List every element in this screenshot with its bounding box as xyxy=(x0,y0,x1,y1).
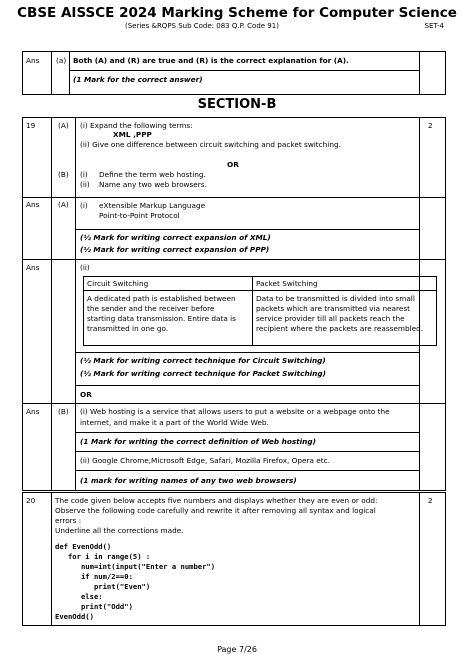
code-line: else: xyxy=(55,592,103,601)
q20-text: The code given below accepts five numbers and displays whether they are even or odd: xyxy=(55,496,378,505)
q20-text: Underline all the corrections made. xyxy=(55,526,184,535)
ans-part-ii: (ii) xyxy=(80,263,90,272)
ppp-expansion: Point-to-Point Protocol xyxy=(99,211,180,220)
question-number: 20 xyxy=(26,496,36,505)
ans-label: Ans xyxy=(26,407,40,416)
page-number: Page 7/26 xyxy=(217,645,257,654)
web-hosting-line2: internet, and make it a part of the World Wide Web. xyxy=(80,418,269,427)
page-title: CBSE AISSCE 2024 Marking Scheme for Computer Science xyxy=(17,5,457,21)
question-number: 19 xyxy=(26,121,36,130)
table-cell: A dedicated path is established between xyxy=(87,294,236,303)
mark-browsers: (1 mark for writing names of any two web browsers) xyxy=(80,476,297,485)
mark-ppp: (½ Mark for writing correct expansion of PPP) xyxy=(80,245,270,254)
table-header: Packet Switching xyxy=(256,279,318,288)
web-hosting-line1: (i) Web hosting is a service that allows users to put a website or a webpage onto the xyxy=(80,407,390,416)
ans-label: Ans xyxy=(26,263,40,272)
part-b-i-num: (i) xyxy=(80,170,88,179)
ans-part-a-i: (i) xyxy=(80,201,88,210)
table-cell: starting data transmission. Entire data is xyxy=(87,314,236,323)
or-label: OR xyxy=(227,160,239,169)
mark-xml: (½ Mark for writing correct expansion of XML) xyxy=(80,233,271,242)
code-line: EvenOdd() xyxy=(55,612,94,621)
ans-label: Ans xyxy=(26,200,40,209)
table-cell: the sender and the receiver before xyxy=(87,304,215,313)
mark-web-hosting: (1 Mark for writing the correct definition of Web hosting) xyxy=(80,437,316,446)
code-line: def EvenOdd() xyxy=(55,542,112,551)
code-line: print("Even") xyxy=(55,582,151,591)
part-label: (a) xyxy=(56,56,67,65)
code-line: for i in range(5) : xyxy=(55,552,151,561)
part-b-ii-num: (ii) xyxy=(80,180,90,189)
mark-circuit: (½ Mark for writing correct technique for Circuit Switching) xyxy=(80,356,326,365)
q20-text: errors : xyxy=(55,516,82,525)
part-a-i: (i) Expand the following terms: xyxy=(80,121,193,130)
marks-label: 2 xyxy=(428,121,433,130)
answer-text: Both (A) and (R) are true and (R) is the correct explanation for (A). xyxy=(73,56,349,65)
part-b-label: (B) xyxy=(58,170,69,179)
terms: XML ,PPP xyxy=(113,130,152,139)
part-b-i: Define the term web hosting. xyxy=(99,170,206,179)
table-cell: recipient where the packets are reassembled. xyxy=(256,324,424,333)
set-label: SET-4 xyxy=(424,22,444,30)
mark-packet: (½ Mark for writing correct technique for Packet Switching) xyxy=(80,369,326,378)
or-label: OR xyxy=(80,390,92,399)
part-a-ii: (ii) Give one difference between circuit switching and packet switching. xyxy=(80,140,341,149)
q20-text: Observe the following code carefully and rewrite it after removing all syntax and logical xyxy=(55,506,376,515)
ans-label: Ans xyxy=(26,56,40,65)
table-cell: packets which are transmitted via nearest xyxy=(256,304,411,313)
table-cell: transmitted in one go. xyxy=(87,324,169,333)
xml-expansion: eXtensible Markup Language xyxy=(99,201,206,210)
code-line: if num/2==0: xyxy=(55,572,133,581)
part-a-label: (A) xyxy=(58,121,69,130)
browsers-answer: (ii) Google Chrome,Microsoft Edge, Safari, Mozilla Firefox, Opera etc. xyxy=(80,456,330,465)
table-header: Circuit Switching xyxy=(87,279,149,288)
section-heading: SECTION-B xyxy=(197,97,277,112)
mark-note: (1 Mark for the correct answer) xyxy=(73,75,203,84)
series-subtitle: (Series &RQPS Sub Code: 083 Q.P. Code 91) xyxy=(125,22,279,30)
ans-part-a: (A) xyxy=(58,200,69,209)
table-cell: service provider till all packets reach the xyxy=(256,314,405,323)
marks-label: 2 xyxy=(428,496,433,505)
ans-part-b: (B) xyxy=(58,407,69,416)
code-line: print("Odd") xyxy=(55,602,133,611)
part-b-ii: Name any two web browsers. xyxy=(99,180,207,189)
table-cell: Data to be transmitted is divided into small xyxy=(256,294,415,303)
code-line: num=int(input("Enter a number") xyxy=(55,562,216,571)
